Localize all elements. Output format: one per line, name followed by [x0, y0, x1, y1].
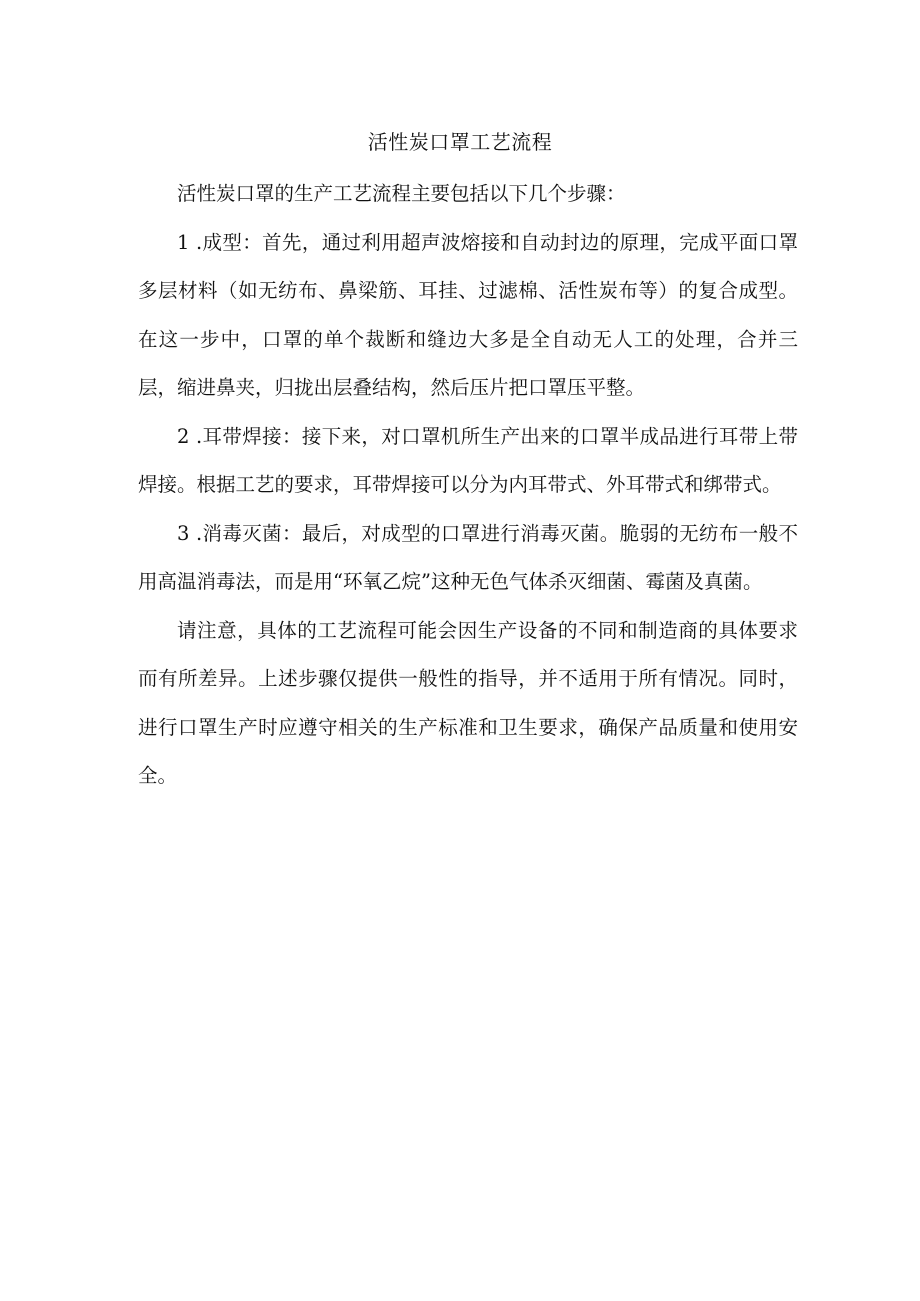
step-3-paragraph: 3 .消毒灭菌：最后，对成型的口罩进行消毒灭菌。脆弱的无纺布一般不用高温消毒法，而是用“环氧乙烷”这种无色气体杀灭细菌、霉菌及真菌。 — [138, 521, 798, 593]
intro-paragraph: 活性炭口罩的生产工艺流程主要包括以下几个步骤： — [177, 182, 626, 205]
note-paragraph: 请注意，具体的工艺流程可能会因生产设备的不同和制造商的具体要求而有所差异。上述步骤仅提供一般性的指导，并不适用于所有情况。同时，进行口罩生产时应遵守相关的生产标准和卫生要求，确保产品质量和使用安全。 — [138, 618, 798, 787]
step-1-paragraph: 1 .成型：首先，通过利用超声波熔接和自动封边的原理，完成平面口罩多层材料（如无纺布、鼻梁筋、耳挂、过滤棉、活性炭布等）的复合成型。在这一步中，口罩的单个裁断和缝边大多是全自动无人工的处理，合并三层，缩进鼻夹，归拢出层叠结构，然后压片把口罩压平整。 — [138, 230, 798, 399]
document-body — [138, 170, 798, 801]
step-2-paragraph: 2 .耳带焊接：接下来，对口罩机所生产出来的口罩半成品进行耳带上带焊接。根据工艺的要求，耳带焊接可以分为内耳带式、外耳带式和绑带式。 — [138, 424, 798, 496]
document-title: 活性炭口罩工艺流程 — [367, 130, 553, 154]
